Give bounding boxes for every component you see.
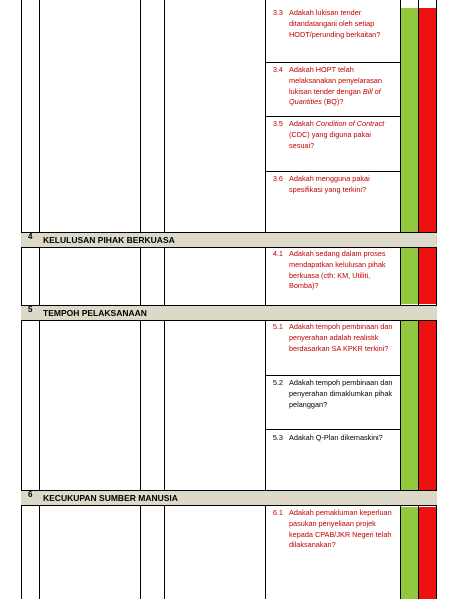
item-question: Adakah Q-Plan dikemaskini?: [289, 433, 383, 442]
section-title: TEMPOH PELAKSANAAN: [43, 308, 147, 318]
table-border-left: [21, 0, 22, 599]
item-number: 3.3: [272, 8, 283, 17]
row-divider: [265, 116, 401, 117]
item-number: 3.6: [272, 174, 283, 183]
column-divider: [265, 0, 266, 599]
section-header-6: [21, 490, 437, 506]
item-number: 3.5: [272, 119, 283, 128]
item-number: 3.4: [272, 65, 283, 74]
item-question: Adakah mengguna pakai spesifikasi yang terkini?: [289, 174, 370, 194]
status-red-bar: [419, 248, 436, 304]
row-divider: [265, 429, 401, 430]
status-green-bar: [401, 248, 418, 304]
column-divider: [140, 0, 141, 599]
column-divider: [39, 0, 40, 599]
item-number: 5.2: [272, 378, 283, 387]
table-border-right: [436, 0, 437, 599]
section-header-5: [21, 305, 437, 321]
column-divider: [164, 0, 165, 599]
section-title: KELULUSAN PIHAK BERKUASA: [43, 235, 175, 245]
item-number: 4.1: [272, 249, 283, 258]
section-number: 4: [28, 232, 33, 241]
row-divider: [265, 375, 401, 376]
status-red-bar: [419, 8, 436, 232]
status-green-bar: [401, 321, 418, 490]
status-red-bar: [419, 321, 436, 490]
item-question: Adakah tempoh pembinaan dan penyerahan dimaklumkan pihak pelanggan?: [289, 378, 393, 409]
status-green-bar: [401, 8, 418, 232]
section-header-4: [21, 232, 437, 248]
item-question: Adakah HOPT telah melaksanakan penyelarasan lukisan tender dengan Bill of Quantities (BQ)?: [289, 65, 382, 107]
item-number: 5.3: [272, 433, 283, 442]
item-question: Adakah sedang dalam proses mendapatkan kelulusan pihak berkuasa (cth: KM, Utiliti, Bomba)?: [289, 249, 386, 291]
section-title: KECUKUPAN SUMBER MANUSIA: [43, 493, 178, 503]
item-question: Adakah Condition of Contract (CDC) yang diguna pakai sesuai?: [289, 119, 385, 150]
status-red-bar: [419, 507, 436, 599]
section-number: 6: [28, 490, 33, 499]
item-question: Adakah lukisan tender ditandatangani oleh setiap HODT/perunding berkaitan?: [289, 8, 381, 39]
item-question: Adakah pemakluman keperluan pasukan penyeliaan projek kepada CPAB/JKR Negeri telah dilaksanakan?: [289, 508, 392, 550]
row-divider: [265, 62, 401, 63]
item-question: Adakah tempoh pembinaan dan penyerahan adalah realistik berdasarkan SA KPKR terkini?: [289, 322, 393, 353]
item-number: 6.1: [272, 508, 283, 517]
item-number: 5.1: [272, 322, 283, 331]
row-divider: [265, 171, 401, 172]
status-green-bar: [401, 507, 418, 599]
section-number: 5: [28, 305, 33, 314]
